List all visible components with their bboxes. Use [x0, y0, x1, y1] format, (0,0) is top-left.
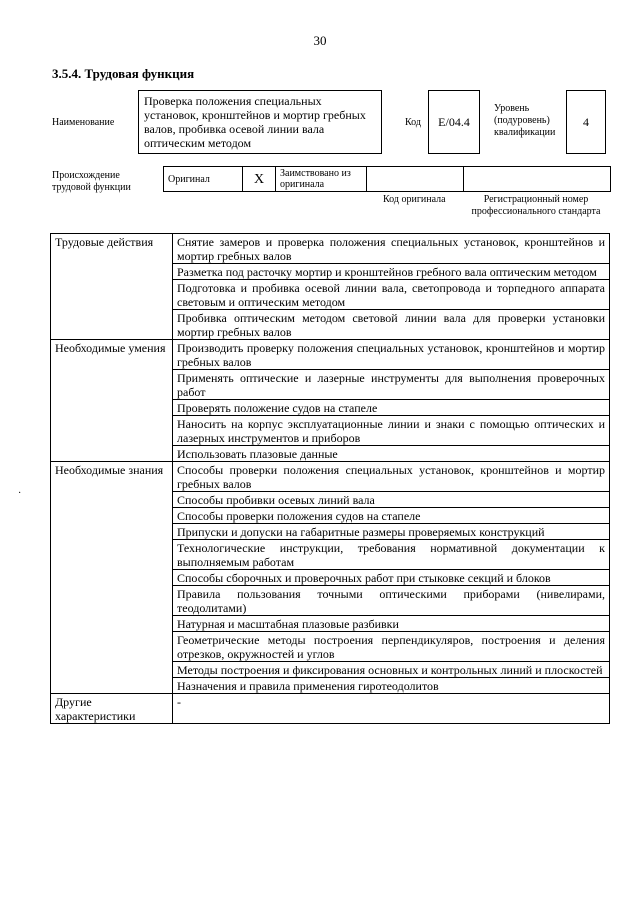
item-cell: Проверять положение судов на стапеле	[173, 400, 610, 416]
table-row	[51, 340, 610, 370]
reg-number-cell	[464, 167, 611, 192]
function-code: E/04.4	[428, 90, 480, 154]
category-cell: Трудовые действия	[51, 234, 173, 340]
item-cell: Технологические инструкции, требования нормативной документации к выполняемым работам	[173, 540, 610, 570]
item-cell: Правила пользования точными оптическими приборами (нивелирами, теодолитами)	[173, 586, 610, 616]
borrowed-label: Заимствовано из оригинала	[276, 167, 367, 192]
original-mark: X	[243, 167, 276, 192]
item-cell: Снятие замеров и проверка положения специальных установок, кронштейнов и мортир гребных валов	[173, 234, 610, 264]
item-cell: Использовать плазовые данные	[173, 446, 610, 462]
item-cell: Способы пробивки осевых линий вала	[173, 492, 610, 508]
item-cell: Способы проверки положения специальных установок, кронштейнов и мортир гребных валов	[173, 462, 610, 492]
item-cell: Подготовка и пробивка осевой линии вала, светопровода и торпедного аппарата световым и оптическим методом	[173, 280, 610, 310]
item-cell: -	[173, 694, 610, 724]
labor-function-table	[50, 233, 610, 724]
reg-number-caption: Регистрационный номер профессионального стандарта	[471, 194, 601, 217]
table-row	[51, 462, 610, 492]
qualification-level: 4	[566, 90, 606, 154]
item-cell: Производить проверку положения специальных установок, кронштейнов и мортир гребных валов	[173, 340, 610, 370]
item-cell: Разметка под расточку мортир и кронштейнов гребного вала оптическим методом	[173, 264, 610, 280]
item-cell: Способы сборочных и проверочных работ при стыковке секций и блоков	[173, 570, 610, 586]
item-cell: Припуски и допуски на габаритные размеры проверяемых конструкций	[173, 524, 610, 540]
item-cell: Геометрические методы построения перпендикуляров, построения и деления отрезков, окружностей и углов	[173, 632, 610, 662]
item-cell: Способы проверки положения судов на стапеле	[173, 508, 610, 524]
item-cell: Наносить на корпус эксплуатационные линии и знаки с помощью оптических и лазерных инструментов и приборов	[173, 416, 610, 446]
margin-mark: ·	[18, 488, 22, 499]
name-label: Наименование	[52, 117, 115, 128]
table-row	[51, 234, 610, 264]
code-label: Код	[405, 117, 421, 128]
category-cell: Необходимые умения	[51, 340, 173, 462]
origin-table	[163, 166, 611, 192]
table-row	[51, 694, 610, 724]
level-label: Уровень (подуровень) квалификации	[494, 103, 556, 138]
page-number: 30	[313, 33, 327, 48]
original-label: Оригинал	[164, 167, 243, 192]
origin-label: Происхождение трудовой функции	[52, 170, 131, 193]
item-cell: Применять оптические и лазерные инструменты для выполнения проверочных работ	[173, 370, 610, 400]
category-cell: Другие характеристики	[51, 694, 173, 724]
function-name: Проверка положения специальных установок, кронштейнов и мортир гребных валов, пробивка осевой линии вала оптическим методом	[138, 90, 382, 154]
code-original-cell	[367, 167, 464, 192]
code-original-caption: Код оригинала	[383, 194, 446, 205]
item-cell: Натурная и масштабная плазовые разбивки	[173, 616, 610, 632]
item-cell: Пробивка оптическим методом световой линии вала для проверки установки мортир гребных валов	[173, 310, 610, 340]
section-title: 3.5.4. Трудовая функция	[52, 66, 195, 81]
item-cell: Методы построения и фиксирования основных и контрольных линий и плоскостей	[173, 662, 610, 678]
item-cell: Назначения и правила применения гиротеодолитов	[173, 678, 610, 694]
category-cell: Необходимые знания	[51, 462, 173, 694]
